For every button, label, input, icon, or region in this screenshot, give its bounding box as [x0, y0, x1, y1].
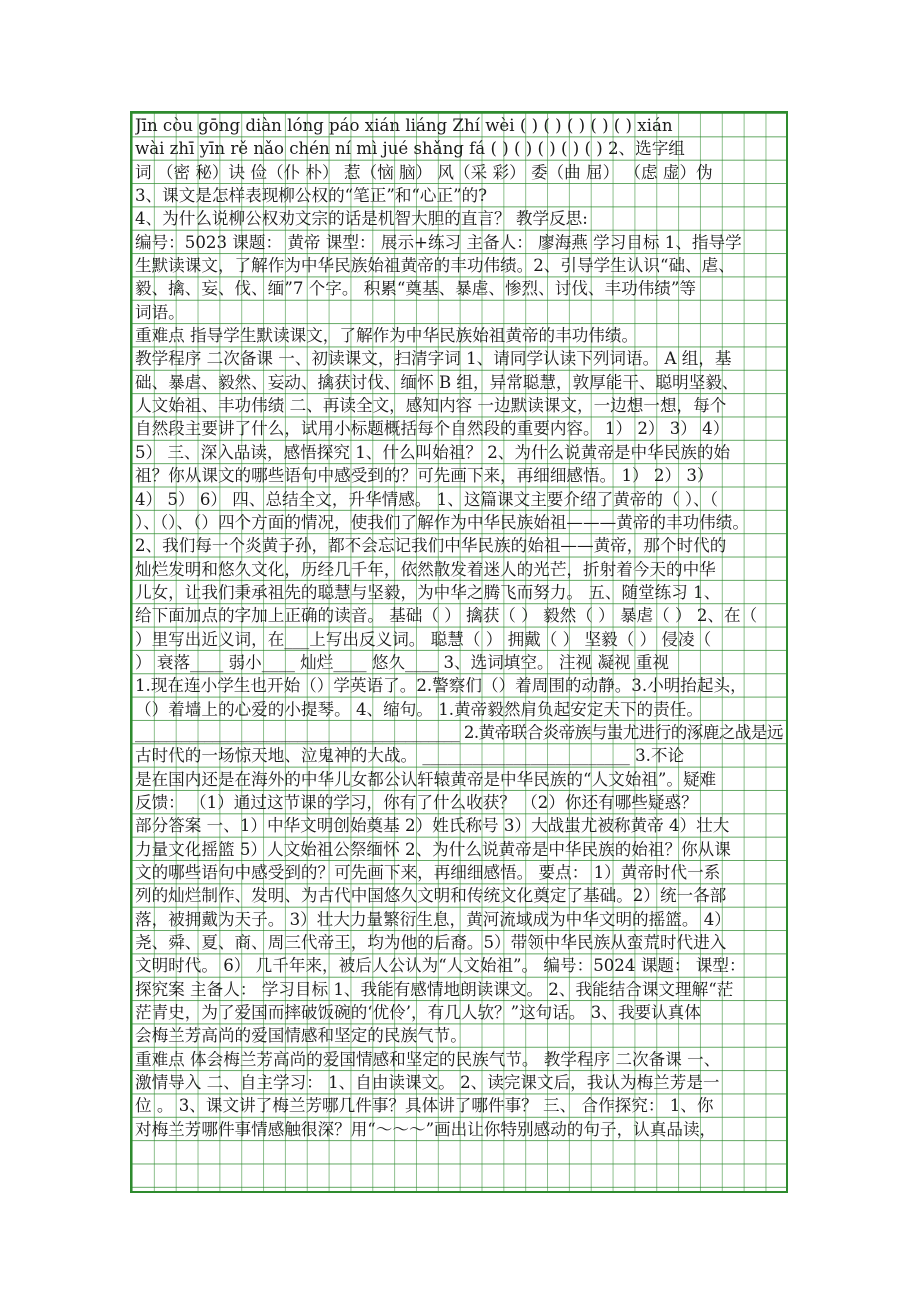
- text-line: 毅、擒、妄、伐、缅”7 个字。 积累“奠基、暴虐、惨烈、讨伐、丰功伟绩”等: [135, 279, 696, 299]
- text-line: 文明时代。 6） 几千年来，被后人公认为“人文始祖”。 编号：5024 课题： 课型：: [135, 956, 746, 976]
- text-line: 人文始祖、丰功伟绩 二、再读全文，感知内容 一边默读课文，一边想一想，每个: [135, 396, 727, 416]
- text-line: 自然段主要讲了什么，试用小标题概括每个自然段的重要内容。 1） 2） 3） 4）: [135, 419, 730, 439]
- text-line: ）、（）、（）四个方面的情况，使我们了解作为中华民族始祖———黄帝的丰功伟绩。: [135, 512, 749, 532]
- text-line: 4、为什么说柳公权劝文宗的话是机智大胆的直言？ 教学反思:: [135, 209, 588, 229]
- text-line: 1.现在连小学生也开始（）学英语了。2.警察们（）着周围的动静。3.小明抬起头，: [135, 676, 747, 696]
- text-line: 位 。 3、课文讲了梅兰芳哪几件事？具体讲了哪件事？ 三、 合作探究： 1、你: [135, 1096, 714, 1116]
- text-line: 重难点 指导学生默读课文，了解作为中华民族始祖黄帝的丰功伟绩。: [135, 326, 639, 346]
- text-line: 2、我们每一个炎黄子孙，都不会忘记我们中华民族的始祖——黄帝，那个时代的: [135, 536, 727, 556]
- text-line: 反馈： （1）通过这节课的学习，你有了什么收获？ （2）你还有哪些疑惑？: [135, 792, 698, 812]
- text-line: 茫青史，为了爱国而摔破饭碗的‘优伶’，有几人欤？”这句话。 3、我要认真体: [135, 1003, 701, 1023]
- text-line: ）里写出近义词，在___上写出反义词。 聪慧（ ） 拥戴（ ） 坚毅（ ） 侵凌（: [135, 629, 712, 649]
- text-line: 列的灿烂制作、发明、为古代中国悠久文明和传统文化奠定了基础。2）统一各部: [135, 886, 727, 906]
- text-line: 力量文化摇篮 5）人文始祖公祭缅怀 2、为什么说黄帝是中华民族的始祖？你从课: [135, 839, 731, 859]
- text-line: 儿女，让我们秉承祖先的聪慧与坚毅，为中华之腾飞而努力。 五、随堂练习 1、: [135, 582, 721, 602]
- text-line: 会梅兰芳高尚的爱国情感和坚定的民族气节。: [135, 1026, 467, 1046]
- text-line: 给下面加点的字加上正确的读音。 基础（ ） 擒获（ ） 毅然（ ） 暴虐（ ） 2、在（: [135, 606, 758, 626]
- text-line: 词 （密 秘）诀 俭（仆 朴） 惹（恼 脑） 风（采 彩） 委（曲 屈） （虑 虚）伪: [135, 162, 713, 182]
- text-line: 部分答案 一、1）中华文明创始奠基 2）姓氏称号 3）大战蚩尤被称黄帝 4）壮大: [135, 816, 730, 836]
- text-line: 落，被拥戴为天子。 3）壮大力量繁衍生息，黄河流域成为中华文明的摇篮。 4）: [135, 909, 731, 929]
- text-line: wài zhī yīn rě nǎo chén ní mì jué shǎng fá ( ) ( ) ( ) ( ) ( ) 2、选字组: [135, 139, 685, 159]
- document-body: [132, 113, 786, 1141]
- text-line: 古时代的一场惊天地、泣鬼神的大战。 _________________________ 3.不论: [135, 746, 685, 766]
- text-line: 激情导入 二、自主学习： 1、自由读课文。 2、读完课文后，我认为梅兰芳是一: [135, 1073, 720, 1093]
- text-line: 探究案 主备人： 学习目标 1、我能有感情地朗读课文。 2、我能结合课文理解“茫: [135, 979, 734, 999]
- text-line: Jīn còu gōng diàn lóng páo xián liáng Zhí wèi ( ) ( ) ( ) ( ) ( ) xián: [135, 116, 673, 135]
- text-line: 5） 三、深入品读，感悟探究 1、什么叫始祖？ 2、为什么说黄帝是中华民族的始: [135, 442, 731, 462]
- text-line: 教学程序 二次备课 一、初读课文，扫清字词 1、请同学认读下列词语。 A 组，基: [135, 349, 732, 369]
- text-line: 4） 5） 6） 四、总结全文，升华情感。 1、这篇课文主要介绍了黄帝的（ ）、（: [135, 489, 719, 509]
- text-line: 是在国内还是在海外的中华儿女都公认轩辕黄帝是中华民族的“人文始祖”。疑难: [135, 769, 717, 789]
- text-line: 础、暴虐、毅然、妄动、擒获讨伐、缅怀 B 组，异常聪慧，敦厚能干、聪明坚毅、: [135, 372, 739, 392]
- text-line: 尧、舜、夏、商、周三代帝王，均为他的后裔。5）带领中华民族从蛮荒时代进入: [135, 933, 727, 953]
- text-line: 词语。: [135, 302, 185, 322]
- grid-paper-sheet: [130, 111, 788, 1193]
- text-line: 编号：5023 课题： 黄帝 课型： 展示+练习 主备人： 廖海燕 学习目标 1、指导学: [135, 232, 742, 252]
- text-line: 对梅兰芳哪件事情感触很深？用“～～～”画出让你特别感动的句子，认真品读，: [135, 1119, 717, 1139]
- text-line: 祖？你从课文的哪些语句中感受到的？可先画下来，再细细感悟。 1） 2） 3）: [135, 466, 714, 486]
- text-line: 3、课文是怎样表现柳公权的“笔正”和“心正”的?: [135, 186, 488, 206]
- text-line: ） 衰落____ 弱小____ 灿烂____ 悠久____ 3、选词填空。 注视 凝视 重视: [135, 652, 669, 672]
- text-line: （）着墙上的心爱的小提琴。 4、缩句。 1.黄帝毅然肩负起安定天下的责任。: [135, 699, 703, 719]
- text-line: 灿烂发明和悠久文化，历经几千年，依然散发着迷人的光芒，折射着今天的中华: [135, 559, 716, 579]
- text-line: 文的哪些语句中感受到的？可先画下来，再细细感悟。 要点： 1）黄帝时代一系: [135, 863, 721, 882]
- text-line: 重难点 体会梅兰芳高尚的爱国情感和坚定的民族气节。 教学程序 二次备课 一、: [135, 1049, 721, 1069]
- text-line: 生默读课文，了解作为中华民族始祖黄帝的丰功伟绩。2、引导学生认识“础、虐、: [135, 256, 735, 276]
- text-line: __________________________________________ 2.黄帝联合炎帝族与蚩尤进行的涿鹿之战是远: [135, 722, 783, 742]
